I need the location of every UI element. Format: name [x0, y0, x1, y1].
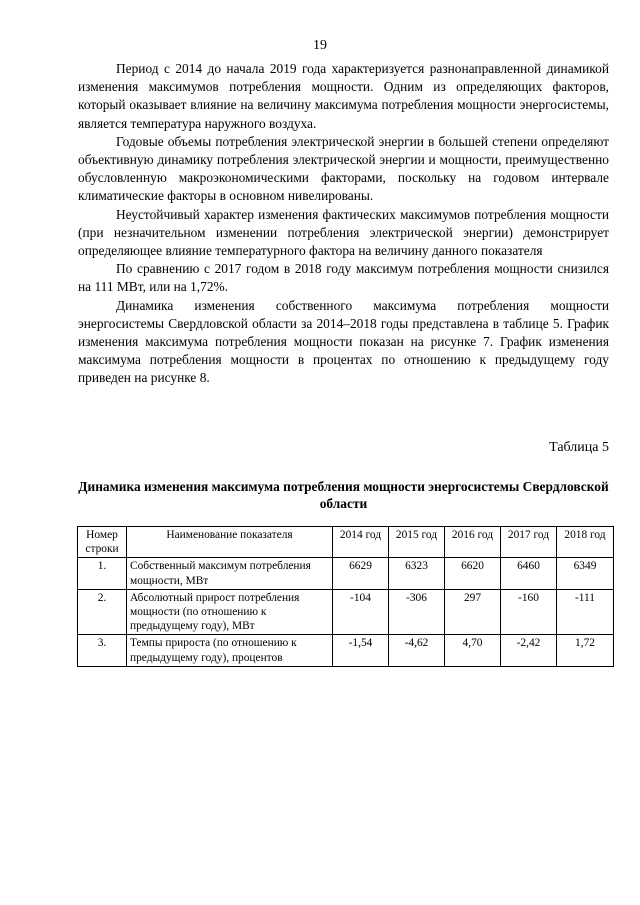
table-cell: 4,70	[445, 635, 501, 666]
paragraph: По сравнению с 2017 годом в 2018 году максимум потребления мощности снизился на 111 МВт, или на 1,72%.	[78, 261, 609, 295]
paragraph: Неустойчивый характер изменения фактических максимумов потребления мощности (при незначительном изменении потребления электрической энергии) демонстрирует определяющее влияние температурного фактора на величину данного показателя	[78, 206, 609, 259]
table-cell: -1,54	[333, 635, 389, 666]
indicator-name: Темпы прироста (по отношению к предыдущему году), процентов	[127, 635, 333, 666]
row-number: 2.	[78, 589, 127, 635]
row-number: 3.	[78, 635, 127, 666]
paragraph: Период с 2014 до начала 2019 года характеризуется разнонаправленной динамикой изменения максимумов потребления мощности. Одним из определяющих факторов, который оказывает влияние на величину максимума потребления мощности энергосистемы, является температура наружного воздуха.	[78, 61, 609, 131]
table-header-row	[78, 527, 614, 558]
column-header: 2014 год	[333, 527, 389, 558]
table-cell: 6323	[389, 558, 445, 589]
body-text	[78, 60, 609, 388]
indicator-name: Собственный максимум потребления мощности, МВт	[127, 558, 333, 589]
paragraph: Динамика изменения собственного максимума потребления мощности энергосистемы Свердловской области за 2014–2018 годы представлена в таблице 5. График изменения максимума потребления мощности показан на рисунке 7. График изменения максимума потребления мощности в процентах по отношению к предыдущему году приведен на рисунке 8.	[78, 297, 609, 386]
table-cell: -111	[557, 589, 614, 635]
column-header: Наименование показателя	[127, 527, 333, 558]
table-row	[78, 635, 614, 666]
table-cell: 1,72	[557, 635, 614, 666]
table-row	[78, 589, 614, 635]
table-row	[78, 558, 614, 589]
table-cell: -2,42	[501, 635, 557, 666]
data-table	[77, 526, 614, 667]
column-header: Номер строки	[78, 527, 127, 558]
table-cell: -160	[501, 589, 557, 635]
row-number: 1.	[78, 558, 127, 589]
table-cell: 297	[445, 589, 501, 635]
column-header: 2017 год	[501, 527, 557, 558]
table-cell: 6620	[445, 558, 501, 589]
column-header: 2016 год	[445, 527, 501, 558]
table-cell: -306	[389, 589, 445, 635]
paragraph: Годовые объемы потребления электрической энергии в большей степени определяют объективную динамику потребления электрической энергии и мощности, преимущественно обусловленную макроэкономическими факторами, поскольку на годовом интервале климатические факторы в основном нивелированы.	[78, 133, 609, 204]
column-header: 2015 год	[389, 527, 445, 558]
column-header: 2018 год	[557, 527, 614, 558]
table-cell: 6460	[501, 558, 557, 589]
table-label: Таблица 5	[549, 440, 609, 455]
table-cell: -4,62	[389, 635, 445, 666]
page-number: 19	[313, 38, 327, 53]
table-cell: 6349	[557, 558, 614, 589]
table-cell: -104	[333, 589, 389, 635]
table-cell: 6629	[333, 558, 389, 589]
table-title: Динамика изменения максимума потребления мощности энергосистемы Свердловской области	[78, 479, 609, 511]
indicator-name: Абсолютный прирост потребления мощности (по отношению к предыдущему году), МВт	[127, 589, 333, 635]
